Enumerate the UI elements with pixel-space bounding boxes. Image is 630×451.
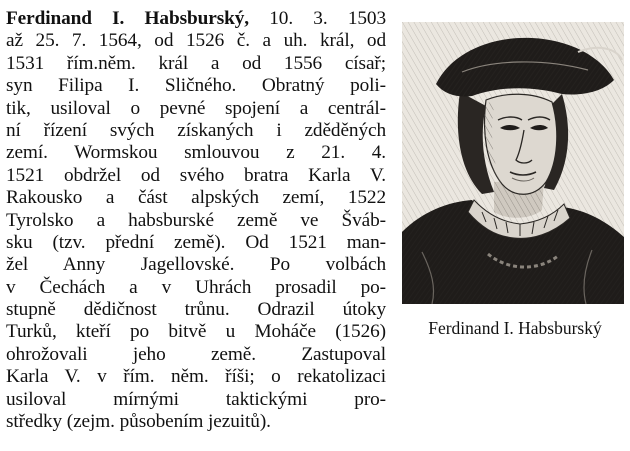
portrait-caption: Ferdinand I. Habsburský [428, 318, 602, 338]
entry-line: žel Anny Jagellovské. Po volbách [6, 254, 386, 276]
encyclopedia-entry [6, 8, 386, 433]
entry-line: 1531 řím.něm. král a od 1556 císař; [6, 52, 386, 74]
entry-line: 1521 obdržel od svého bratra Karla V. [6, 164, 386, 186]
entry-line: Tyrolsko a habsburské země ve Šváb- [6, 209, 386, 231]
entry-line: ohrožovali jeho země. Zastupoval [6, 343, 386, 365]
entry-line: zemí. Wormskou smlouvou z 21. 4. [6, 142, 386, 164]
entry-line: sku (tzv. přední země). Od 1521 man- [6, 231, 386, 253]
portrait-image [402, 22, 624, 304]
entry-dates: 10. 3. 1503 [248, 8, 386, 29]
entry-line: v Čechách a v Uhrách prosadil po- [6, 276, 386, 298]
portrait-engraving [402, 22, 624, 304]
entry-line: stupně dědičnost trůnu. Odrazil útoky [6, 299, 386, 321]
entry-line-1 [6, 8, 386, 30]
entry-line: středky (zejm. působením jezuitů). [6, 411, 271, 433]
entry-line: usiloval mírnými taktickými pro- [6, 388, 386, 410]
entry-line: Rakousko a část alpských zemí, 1522 [6, 187, 386, 209]
entry-headword: Ferdinand I. Habsburský, [6, 8, 249, 29]
entry-line: Karla V. v řím. něm. říši; o rekatolizaci [6, 366, 386, 388]
entry-line: tik, usiloval o pevné spojení a centrál- [6, 97, 386, 119]
entry-line: Turků, kteří po bitvě u Moháče (1526) [6, 321, 386, 343]
entry-line: ní řízení svých získaných i zděděných [6, 119, 386, 141]
entry-line: syn Filipa I. Sličného. Obratný poli- [6, 75, 386, 97]
entry-line: až 25. 7. 1564, od 1526 č. a uh. král, od [6, 30, 386, 52]
